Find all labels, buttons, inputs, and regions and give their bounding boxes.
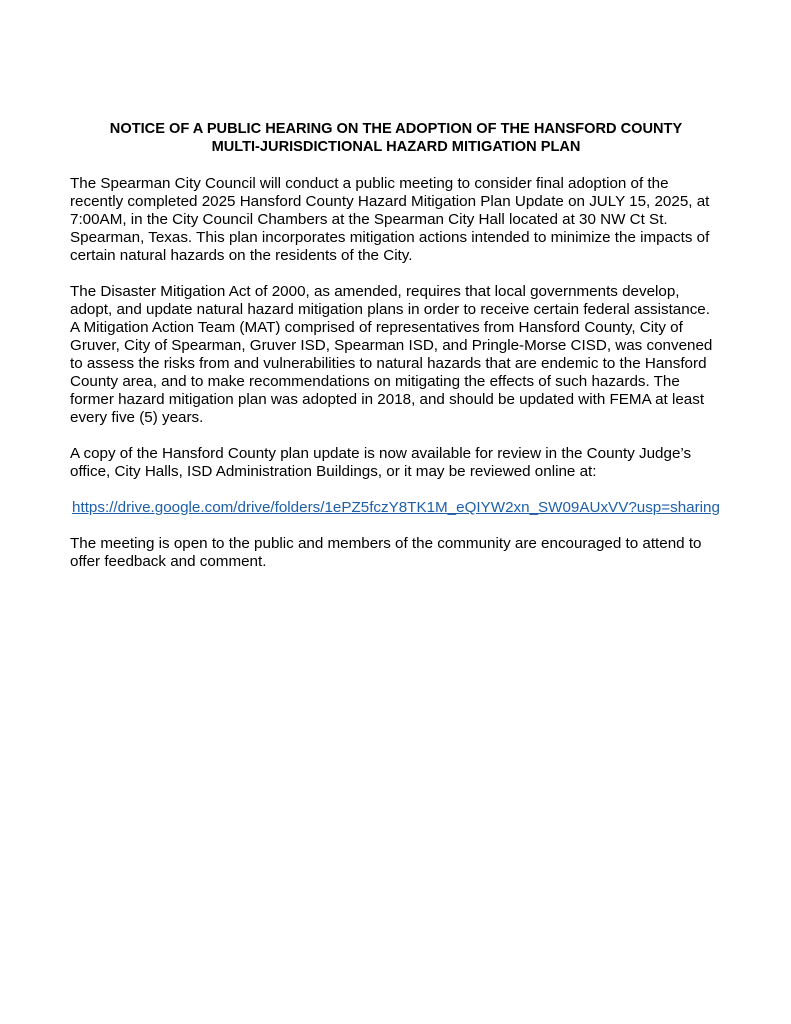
paragraph-public-invitation: The meeting is open to the public and members of the community are encouraged to attend to offer feedback and comment. (70, 535, 702, 570)
title-line-2: MULTI-JURISDICTIONAL HAZARD MITIGATION PLAN (211, 139, 581, 155)
paragraph-plan-availability: A copy of the Hansford County plan update is now available for review in the County Judge’s office, City Halls, ISD Administration Buildings, or it may be reviewed online at: (70, 445, 692, 480)
plan-review-link[interactable]: https://drive.google.com/drive/folders/1ePZ5fczY8TK1M_eQIYW2xn_SW09AUxVV?usp=sharing (72, 499, 720, 516)
page-title (70, 120, 722, 156)
notice-document (70, 120, 722, 589)
paragraph-disaster-mitigation-act: The Disaster Mitigation Act of 2000, as amended, requires that local governments develop, adopt, and update natural hazard mitigation plans in order to receive certain federal assistance. A Mitigation Action Team (MAT) comprised of representatives from Hansford County, City of Gruver, City of Spearman, Gruver ISD, Spearman ISD, and Pringle-Morse CISD, was convened to assess the risks from and vulnerabilities to natural hazards that are endemic to the Hansford County area, and to make recommendations on mitigating the effects of such hazards. The former hazard mitigation plan was adopted in 2018, and should be updated with FEMA at least every five (5) years. (70, 283, 713, 426)
paragraph-meeting-details: The Spearman City Council will conduct a public meeting to consider final adoption of the recently completed 2025 Hansford County Hazard Mitigation Plan Update on JULY 15, 2025, at 7:00AM, in the City Council Chambers at the Spearman City Hall located at 30 NW Ct St. Spearman, Texas. This plan incorporates mitigation actions intended to minimize the impacts of certain natural hazards on the residents of the City. (70, 175, 710, 264)
link-container (70, 499, 722, 517)
title-line-1: NOTICE OF A PUBLIC HEARING ON THE ADOPTION OF THE HANSFORD COUNTY (109, 121, 683, 137)
